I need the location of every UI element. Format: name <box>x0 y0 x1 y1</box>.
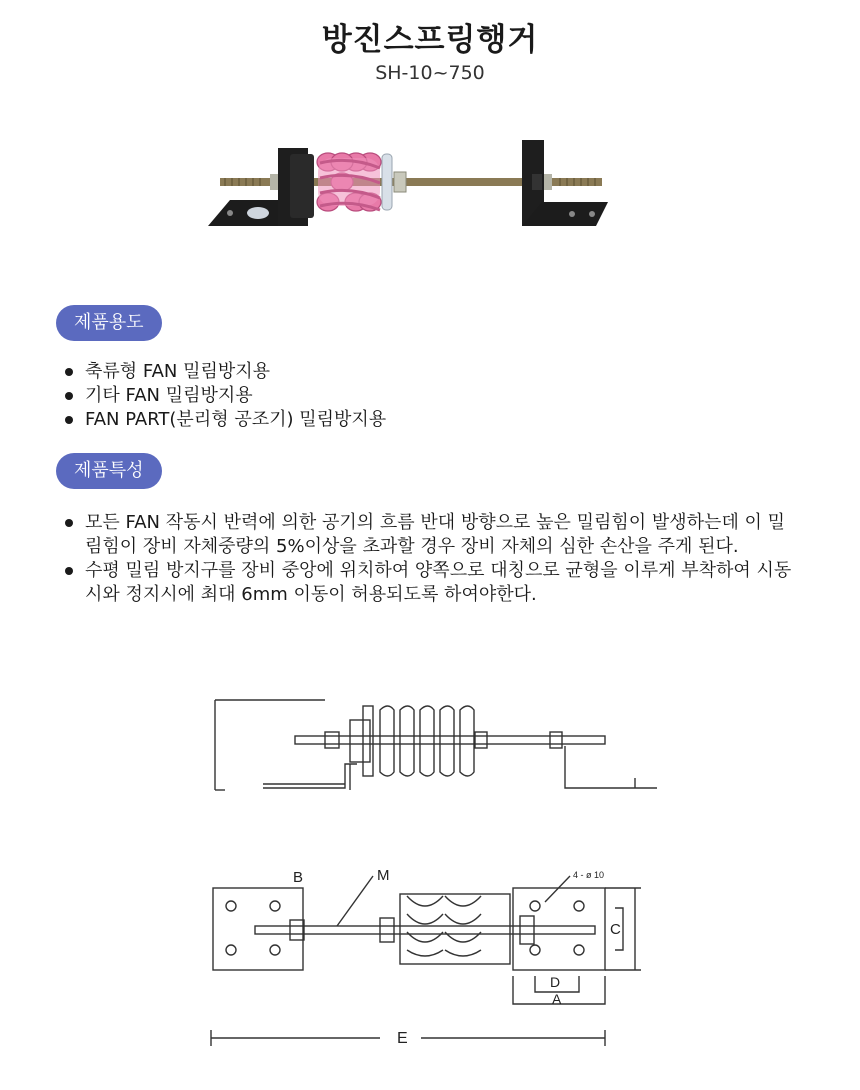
label-c: C <box>610 921 621 938</box>
product-photo <box>200 118 620 268</box>
section-pill-usage: 제품용도 <box>56 305 162 341</box>
technical-drawing <box>195 680 675 1060</box>
list-item: 축류형 FAN 밀림방지용 <box>60 360 800 384</box>
label-a: A <box>552 991 562 1007</box>
features-list <box>60 511 800 607</box>
section-pill-features: 제품특성 <box>56 453 162 489</box>
list-item: 수평 밀림 방지구를 장비 중앙에 위치하여 양쪽으로 대칭으로 균형을 이루게 부착하여 시동시와 정지시에 최대 6mm 이동이 허용되도록 하여야한다. <box>60 559 800 607</box>
page-title: 방진스프링행거 <box>321 22 539 58</box>
list-item: 기타 FAN 밀림방지용 <box>60 384 800 408</box>
list-item: 모든 FAN 작동시 반력에 의한 공기의 흐름 반대 방향으로 높은 밀림힘이 발생하는데 이 밀림힘이 장비 자체중량의 5%이상을 초과할 경우 장비 자체의 심한 손산을 주게 된다. <box>60 511 800 559</box>
label-m: M <box>377 867 390 884</box>
label-e: E <box>397 1030 408 1047</box>
label-hole: 4 - ø 10 <box>573 870 605 880</box>
label-d: D <box>550 974 561 990</box>
usage-list <box>60 360 800 432</box>
list-item: FAN PART(분리형 공조기) 밀림방지용 <box>60 408 800 432</box>
label-b: B <box>293 869 304 886</box>
model-number: SH-10~750 <box>375 62 485 84</box>
